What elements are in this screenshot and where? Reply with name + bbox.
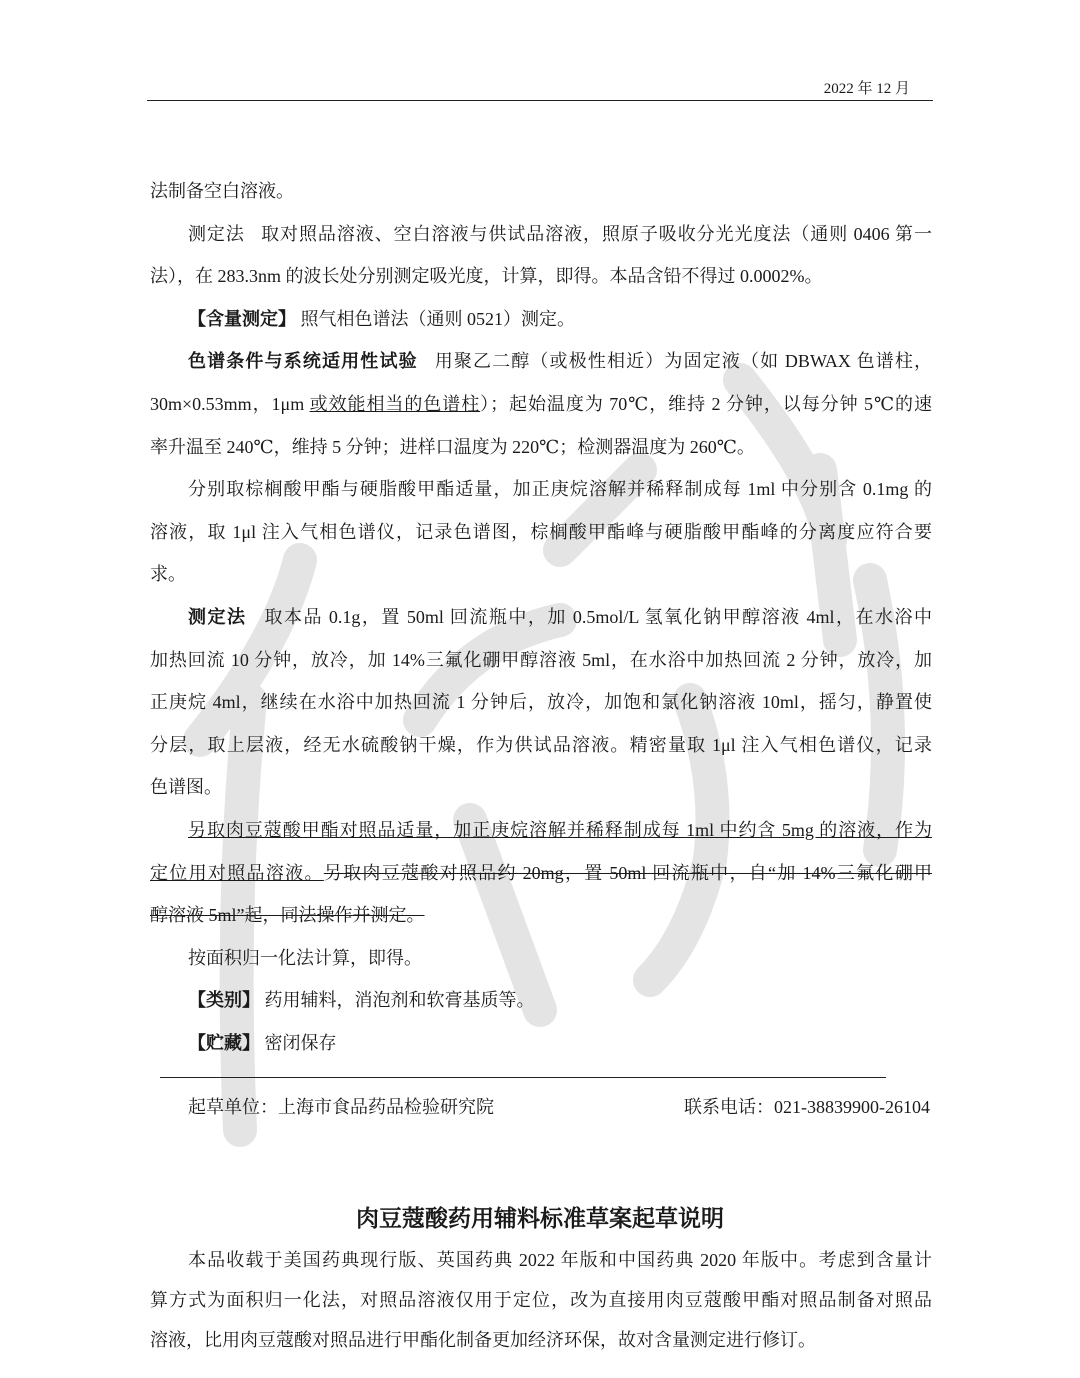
section-label: 色谱条件与系统适用性试验 [188,351,418,372]
paragraph-line [150,979,932,1022]
paragraph-text: 30m×0.53mm，1μm [150,393,310,414]
paragraph-line [150,1022,932,1065]
paragraph-line: 本品收载于美国药典现行版、英国药典 2022 年版和中国药典 2020 年版中。考虑到含量计 [188,1250,932,1270]
paragraph-text: 取对照品溶液、空白溶液与供试品溶液，照原子吸收分光光度法（通则 0406 第一 [261,223,932,244]
paragraph-line [150,298,932,341]
paragraph-line: 按面积归一化法计算，即得。 [188,947,422,968]
paragraph-line: 算方式为面积归一化法，对照品溶液仅用于定位，改为直接用肉豆蔻酸甲酯对照品制备对照品 [150,1290,932,1310]
struck-revision: 醇溶液 5ml”起，同法操作并测定。 [150,905,425,926]
paragraph-line [150,852,932,895]
paragraph-text: 用聚乙二醇（或极性相近）为固定液（如 DBWAX 色谱柱， [434,351,933,372]
paragraph-line: 分别取棕榈酸甲酯与硬脂酸甲酯适量，加正庚烷溶解并稀释制成每 1ml 中分别含 0.1mg 的 [188,479,932,500]
explanation-title: 肉豆蔻酸药用辅料标准草案起草说明 [356,1206,724,1231]
paragraph-line [150,383,932,426]
drafting-unit: 起草单位：上海市食品药品检验研究院 [188,1097,494,1117]
paragraph-text: 取本品 0.1g，置 50ml 回流瓶中，加 0.5mol/L 氢氧化钠甲醇溶液 4ml，在水浴中 [264,606,933,627]
paragraph-text: 药用辅料，消泡剂和软膏基质等。 [264,990,535,1011]
section-label: 测定法 [188,223,245,244]
header-divider [147,100,933,101]
section-label: 测定法 [188,606,247,627]
header-date: 2022 年 12 月 [823,81,910,97]
paragraph-text: ）；起始温度为 70℃，维持 2 分钟，以每分钟 5℃的速 [480,393,932,414]
struck-revision: 另取肉豆蔻酸对照品约 20mg，置 50ml 回流瓶中，自“加 14%三氟化硼甲 [323,862,933,883]
paragraph-line [150,596,932,639]
paragraph-line: 正庚烷 4ml，继续在水浴中加热回流 1 分钟后，放冷，加饱和氯化钠溶液 10ml，摇匀，静置使 [150,692,932,713]
underlined-revision: 另取肉豆蔻酸甲酯对照品适量，加正庚烷溶解并稀释制成每 1ml 中约含 5mg 的溶液，作为 [188,819,932,840]
paragraph-text: 照气相色谱法（通则 0521）测定。 [300,308,575,329]
section-heading: 【贮藏】 [188,1032,260,1053]
paragraph-line: 色谱图。 [150,777,222,798]
contact-phone: 联系电话：021-38839900-26104 [684,1097,930,1117]
paragraph-line [150,340,932,383]
section-heading: 【类别】 [188,990,260,1011]
section-heading: 【含量测定】 [188,308,296,329]
paragraph-line: 法制备空白溶液。 [150,181,294,201]
paragraph-line [150,894,932,937]
paragraph-text: 密闭保存 [264,1032,337,1053]
document-body [150,170,932,1064]
paragraph-line: 溶液，取 1μl 注入气相色谱仪，记录色谱图，棕榈酸甲酯峰与硬脂酸甲酯峰的分离度应符合要 [150,521,932,542]
paragraph-line: 溶液，比用肉豆蔻酸对照品进行甲酯化制备更加经济环保，故对含量测定进行修订。 [150,1330,816,1350]
underlined-revision: 或效能相当的色谱柱 [309,393,481,414]
paragraph-line: 率升温至 240℃，维持 5 分钟；进样口温度为 220℃；检测器温度为 260℃。 [150,436,755,457]
paragraph-line: 分层，取上层液，经无水硫酸钠干燥，作为供试品溶液。精密量取 1μl 注入气相色谱仪，记录 [150,734,932,755]
footer-divider [160,1077,886,1078]
paragraph-line [150,213,932,256]
paragraph-line: 加热回流 10 分钟，放冷，加 14%三氟化硼甲醇溶液 5ml，在水浴中加热回流 2 分钟，放冷，加 [150,649,932,670]
explanation-body [150,1240,932,1360]
underlined-revision: 定位用对照品溶液。 [150,862,324,883]
paragraph-line: 求。 [150,564,186,585]
paragraph-line: 法），在 283.3nm 的波长处分别测定吸光度，计算，即得。本品含铅不得过 0.0002%。 [150,266,823,287]
